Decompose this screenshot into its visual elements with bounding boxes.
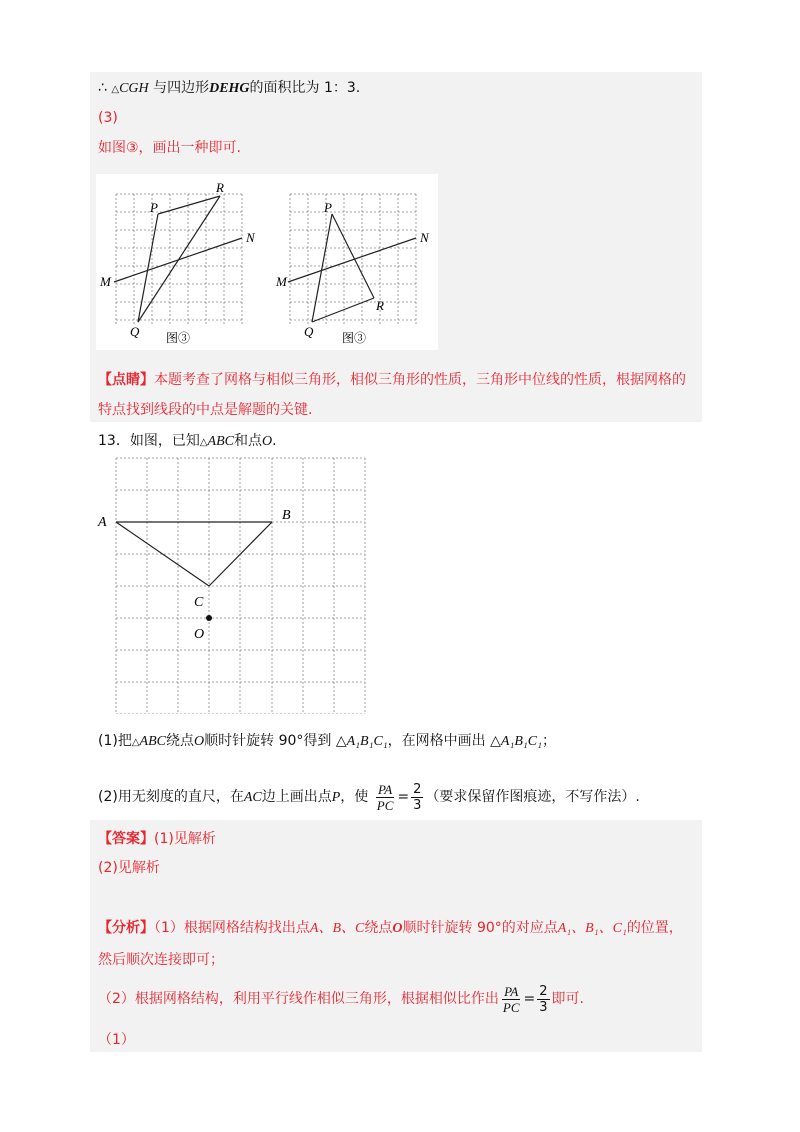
point-o xyxy=(206,615,212,621)
label-c: C xyxy=(194,595,204,610)
left-label-p: P xyxy=(150,200,158,215)
part3-label: (3) xyxy=(98,110,118,126)
analysis-ratio-fraction: $\frac{PA}{PC}$ xyxy=(502,983,520,1015)
analysis-value-fraction: $\frac{2}{3}$ xyxy=(539,983,548,1015)
figure3-background xyxy=(96,174,438,350)
ratio-fraction: $\frac{PA}{PC}$ xyxy=(376,781,394,813)
right-label-p: P xyxy=(324,200,332,215)
part3-text: 如图③，画出一种即可. xyxy=(98,140,242,156)
q13-part1: (1)把△ABC绕点O顺时针旋转 90°得到 △A₁B₁C₁，在网格中画出 △A₁B₁C₁； xyxy=(98,733,556,749)
left-label-q: Q xyxy=(130,324,140,339)
comment-line-1: 【点睛】本题考查了网格与相似三角形，相似三角形的性质，三角形中位线的性质，根据网格的 xyxy=(98,372,686,388)
label-a: A xyxy=(98,515,107,530)
analysis-line-4: （1） xyxy=(98,1032,135,1048)
left-label-r: R xyxy=(216,180,224,195)
figure3 xyxy=(96,174,438,350)
right-label-r: R xyxy=(376,298,384,313)
ratio-line: ∴ △CGH 与四边形DEHG的面积比为 1：3. xyxy=(98,80,361,96)
analysis-line-1: 【分析】（1）根据网格结构找出点A、B、C绕点O顺时针旋转 90°的对应点A₁、B₁、C₁的位置， xyxy=(98,920,683,936)
q13-figure xyxy=(90,452,380,714)
label-b: B xyxy=(282,508,291,523)
answer-line-2: (2)见解析 xyxy=(98,860,160,876)
right-label-q: Q xyxy=(304,324,314,339)
label-o: O xyxy=(194,627,205,642)
left-caption: 图③ xyxy=(166,331,191,345)
right-caption: 图③ xyxy=(342,331,367,345)
analysis-line-2: 然后顺次连接即可； xyxy=(98,952,224,968)
value-fraction: $\frac{2}{3}$ xyxy=(413,781,422,813)
q13-grid xyxy=(116,458,365,714)
q13-part2: (2)用无刻度的直尺，在AC边上画出点P，使 $\frac{PA}{PC}$ = $\frac{2}{3}$ （要求保留作图痕迹，不写作法）. xyxy=(98,781,640,813)
comment-line-2: 特点找到线段的中点是解题的关键. xyxy=(98,402,313,418)
left-label-m: M xyxy=(100,274,111,289)
left-label-n: N xyxy=(246,230,255,245)
right-label-n: N xyxy=(420,230,429,245)
analysis-line-3: （2）根据网格结构，利用平行线作相似三角形，根据相似比作出 $\frac{PA}{PC}$ = $\frac{2}{3}$ 即可. xyxy=(98,983,584,1015)
q13-stem: 13．如图，已知△ABC和点O. xyxy=(98,433,277,449)
right-label-m: M xyxy=(276,274,287,289)
answer-line-1: 【答案】(1)见解析 xyxy=(98,831,216,847)
